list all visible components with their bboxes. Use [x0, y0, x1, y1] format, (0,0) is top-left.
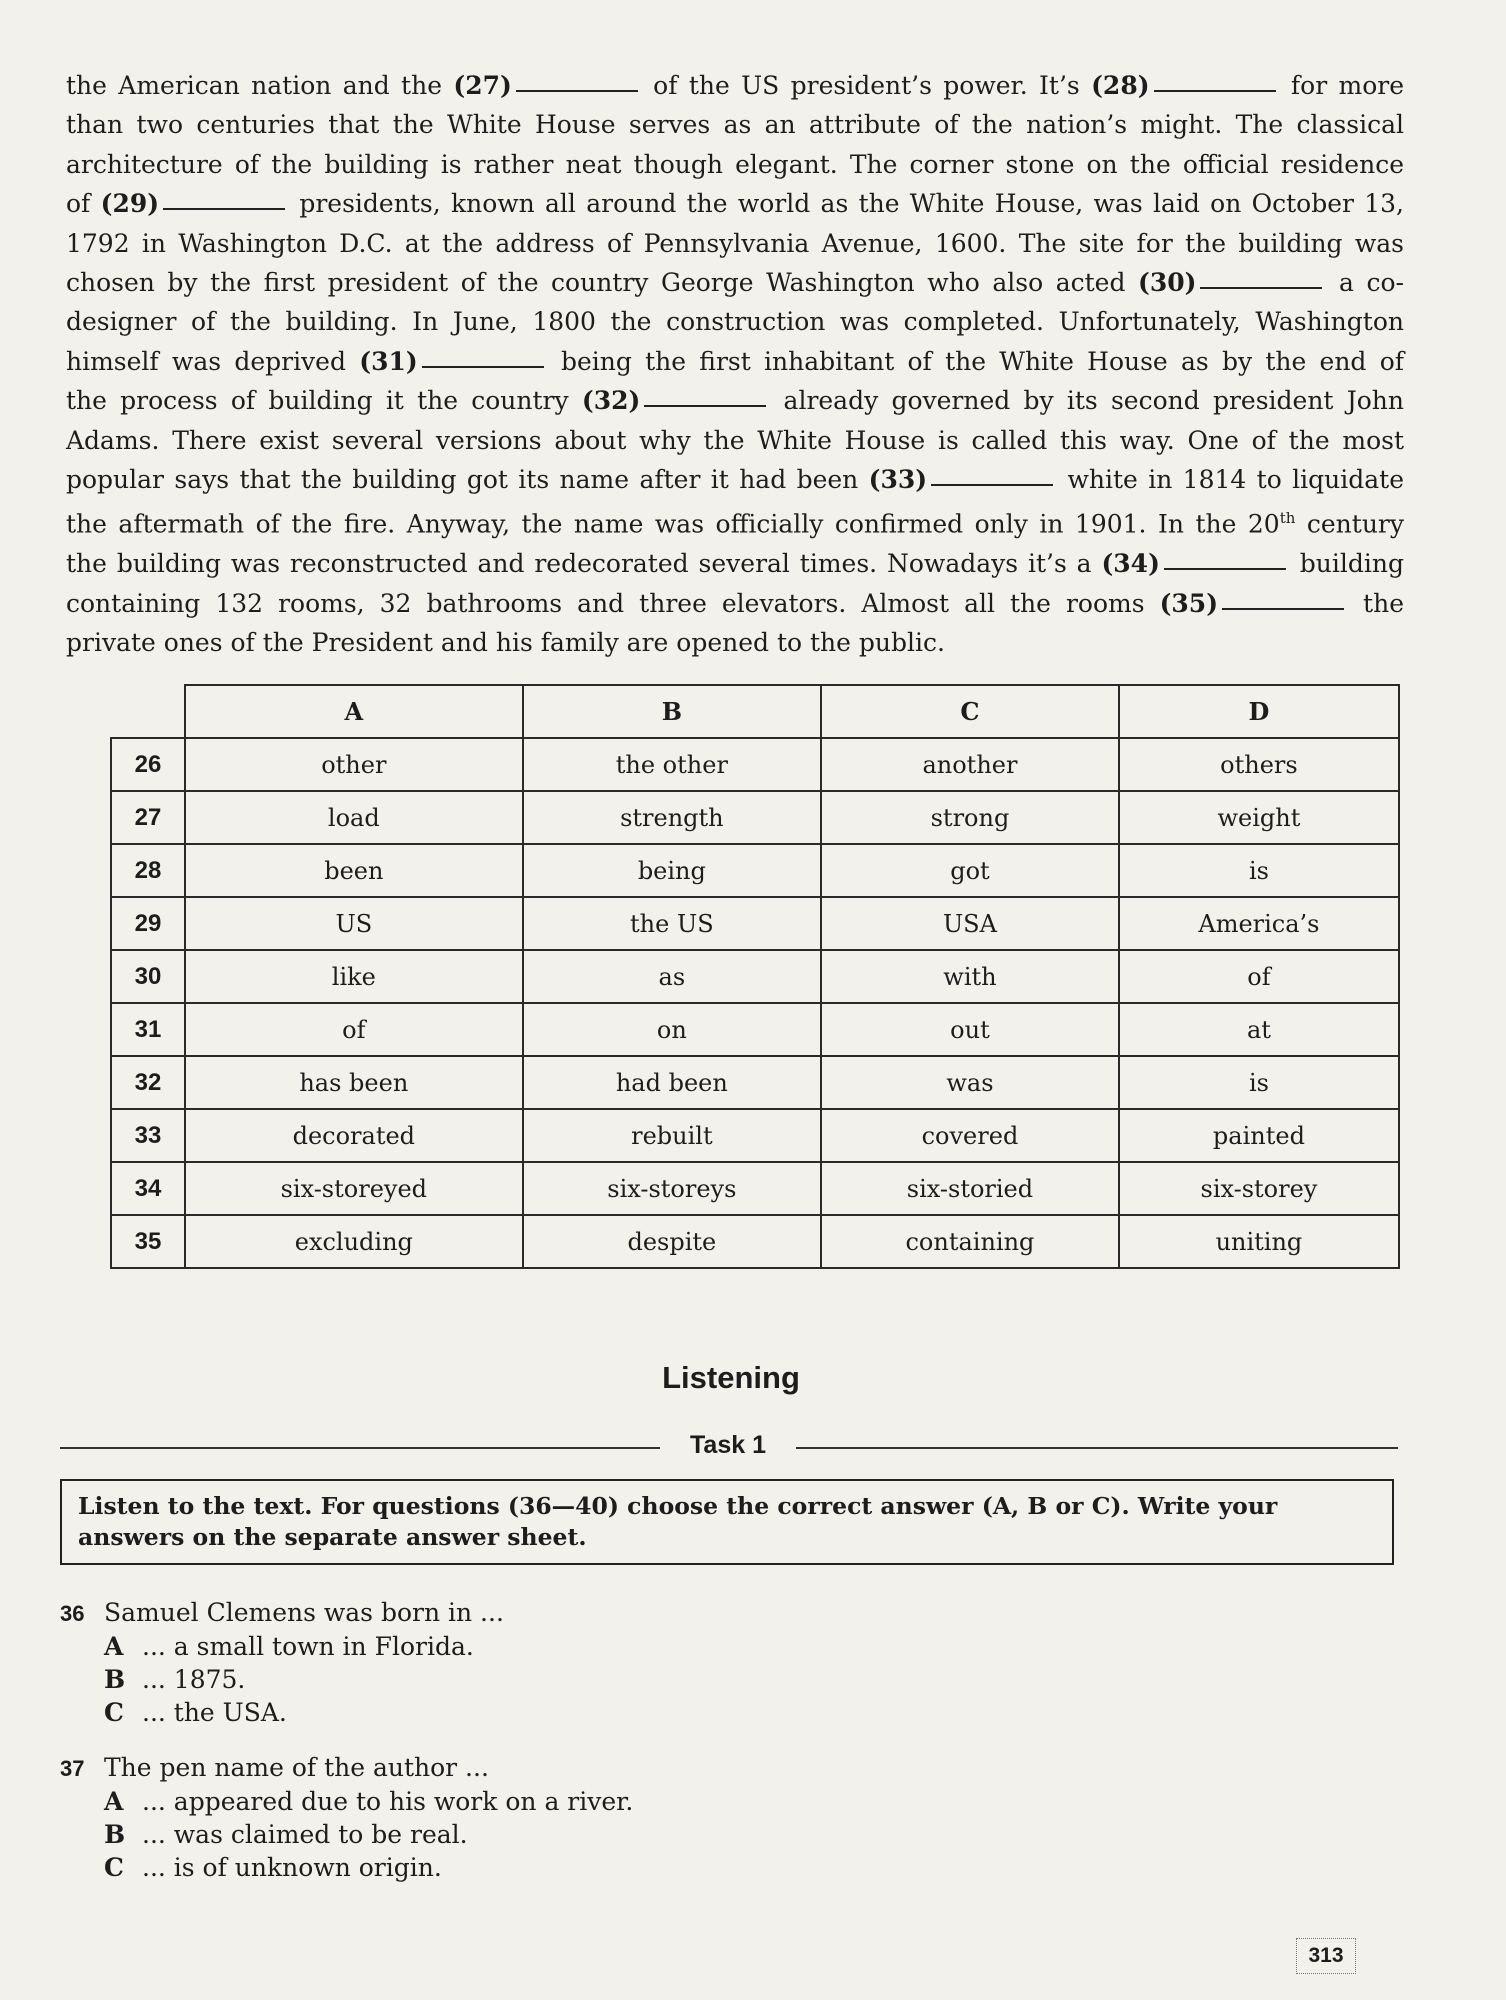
row-number: 27 [111, 791, 185, 844]
question-stem [60, 1596, 504, 1630]
option-cell: out [821, 1003, 1119, 1056]
option-cell: US [185, 897, 523, 950]
table-row [111, 844, 1399, 897]
option-letter: C [104, 1698, 124, 1727]
passage-line: the aftermath of the fire. Anyway, the name was officially confirmed only in 1901. In the 20th century [66, 509, 1404, 539]
option-cell: strong [821, 791, 1119, 844]
column-header-d: D [1119, 685, 1399, 738]
option-cell: being [523, 844, 821, 897]
option-cell: with [821, 950, 1119, 1003]
task-label: Task 1 [690, 1431, 766, 1459]
option-cell: of [1119, 950, 1399, 1003]
gap-number: (34) [1101, 549, 1160, 579]
option-cell: America’s [1119, 897, 1399, 950]
reading-passage [66, 66, 1404, 662]
option-c [60, 1851, 633, 1884]
row-number: 29 [111, 897, 185, 950]
gap-number: (27) [453, 71, 512, 100]
table-header-row [111, 685, 1399, 738]
option-cell: has been [185, 1056, 523, 1109]
row-number: 28 [111, 844, 185, 897]
answer-gap [644, 404, 766, 407]
passage-line: the American nation and the (27) of the US president’s power. It’s (28) for more [66, 71, 1405, 100]
option-b [60, 1818, 633, 1851]
row-number: 30 [111, 950, 185, 1003]
option-a [60, 1630, 504, 1663]
option-cell: uniting [1119, 1215, 1399, 1268]
option-cell: six-storeys [523, 1162, 821, 1215]
option-cell: of [185, 1003, 523, 1056]
option-letter: B [104, 1665, 126, 1694]
question-36 [60, 1596, 504, 1729]
option-cell: six-storied [821, 1162, 1119, 1215]
section-title: Listening [662, 1360, 800, 1395]
gap-number: (29) [100, 189, 160, 219]
row-number: 33 [111, 1109, 185, 1162]
passage-line: the process of building it the country (32) already governed by its second president John [66, 386, 1404, 416]
option-text: ... is of unknown origin. [142, 1853, 442, 1882]
gap-number: (33) [868, 465, 928, 495]
option-cell: six-storeyed [185, 1162, 523, 1215]
passage-line: chosen by the first president of the country George Washington who also acted (30) a co- [66, 268, 1404, 298]
option-letter: C [104, 1853, 124, 1882]
option-text: ... a small town in Florida. [142, 1632, 474, 1661]
table-row [111, 1003, 1399, 1056]
option-cell: the other [523, 738, 821, 791]
passage-line: popular says that the building got its name after it had been (33) white in 1814 to liquidate [66, 465, 1404, 495]
answer-gap [1222, 607, 1344, 610]
passage-line: himself was deprived (31) being the first inhabitant of the White House as by the end of [66, 346, 1404, 376]
answer-options-table [110, 684, 1400, 1269]
question-stem [60, 1751, 633, 1785]
question-text: Samuel Clemens was born in ... [104, 1598, 504, 1627]
option-cell: USA [821, 897, 1119, 950]
question-text: The pen name of the author ... [104, 1753, 489, 1782]
option-cell: containing [821, 1215, 1119, 1268]
gap-number: (28) [1091, 71, 1150, 100]
question-37 [60, 1751, 633, 1884]
row-number: 31 [111, 1003, 185, 1056]
option-cell: at [1119, 1003, 1399, 1056]
gap-number: (35) [1159, 588, 1219, 618]
option-cell: is [1119, 844, 1399, 897]
passage-line: of (29) presidents, known all around the world as the White House, was laid on October 13, [66, 189, 1404, 219]
gap-number: (30) [1138, 268, 1197, 298]
option-text: ... was claimed to be real. [142, 1820, 468, 1849]
option-cell: like [185, 950, 523, 1003]
row-number: 26 [111, 738, 185, 791]
page-number: 313 [1296, 1938, 1356, 1974]
option-a [60, 1785, 633, 1818]
option-cell: strength [523, 791, 821, 844]
passage-line: Adams. There exist several versions about why the White House is called this way. One of the most [66, 425, 1404, 455]
option-cell: covered [821, 1109, 1119, 1162]
option-cell: rebuilt [523, 1109, 821, 1162]
option-cell: the US [523, 897, 821, 950]
option-cell: weight [1119, 791, 1399, 844]
column-header-c: C [821, 685, 1119, 738]
row-number: 32 [111, 1056, 185, 1109]
row-number: 35 [111, 1215, 185, 1268]
option-cell: got [821, 844, 1119, 897]
option-cell: is [1119, 1056, 1399, 1109]
option-letter: A [104, 1787, 124, 1816]
answer-gap [931, 483, 1053, 486]
option-cell: as [523, 950, 821, 1003]
option-cell: six-storey [1119, 1162, 1399, 1215]
column-header-b: B [523, 685, 821, 738]
option-cell: on [523, 1003, 821, 1056]
answer-gap [163, 207, 285, 210]
option-letter: A [104, 1632, 124, 1661]
option-cell: load [185, 791, 523, 844]
option-cell: painted [1119, 1109, 1399, 1162]
passage-line: 1792 in Washington D.C. at the address of Pennsylvania Avenue, 1600. The site for the building was [66, 228, 1404, 258]
task-rule-left [60, 1447, 660, 1449]
option-text: ... 1875. [142, 1665, 246, 1694]
table-row [111, 1215, 1399, 1268]
passage-line: than two centuries that the White House serves as an attribute of the nation’s might. The classical [66, 110, 1404, 140]
table-row [111, 897, 1399, 950]
table-row [111, 738, 1399, 791]
question-number: 37 [60, 1756, 85, 1781]
gap-number: (31) [359, 346, 418, 376]
table-corner-cell [111, 685, 185, 738]
column-header-a: A [185, 685, 523, 738]
answer-gap [1164, 567, 1286, 570]
superscript: th [1279, 509, 1296, 528]
question-number: 36 [60, 1601, 85, 1626]
passage-line: designer of the building. In June, 1800 the construction was completed. Unfortunately, Washington [66, 307, 1404, 337]
option-c [60, 1696, 504, 1729]
option-cell: others [1119, 738, 1399, 791]
option-text: ... appeared due to his work on a river. [142, 1787, 634, 1816]
option-text: ... the USA. [142, 1698, 287, 1727]
option-cell: had been [523, 1056, 821, 1109]
passage-line: architecture of the building is rather neat though elegant. The corner stone on the official residence [66, 149, 1404, 179]
answer-gap [1154, 89, 1276, 92]
gap-number: (32) [581, 386, 641, 416]
option-b [60, 1663, 504, 1696]
task-rule-right [796, 1447, 1398, 1449]
option-cell: been [185, 844, 523, 897]
option-cell: another [821, 738, 1119, 791]
option-cell: despite [523, 1215, 821, 1268]
option-cell: excluding [185, 1215, 523, 1268]
option-cell: was [821, 1056, 1119, 1109]
table-row [111, 950, 1399, 1003]
option-cell: other [185, 738, 523, 791]
option-cell: decorated [185, 1109, 523, 1162]
table-row [111, 791, 1399, 844]
instruction-box: Listen to the text. For questions (36—40) choose the correct answer (A, B or C). Write your answers on the separate answer sheet. [60, 1479, 1394, 1565]
option-letter: B [104, 1820, 126, 1849]
passage-line: private ones of the President and his family are opened to the public. [66, 628, 945, 658]
table-row [111, 1056, 1399, 1109]
answer-gap [1200, 286, 1322, 289]
row-number: 34 [111, 1162, 185, 1215]
table-row [111, 1162, 1399, 1215]
table-row [111, 1109, 1399, 1162]
passage-line: the building was reconstructed and redecorated several times. Nowadays it’s a (34) building [66, 549, 1404, 579]
answer-gap [516, 89, 638, 92]
answer-gap [422, 365, 544, 368]
passage-line: containing 132 rooms, 32 bathrooms and three elevators. Almost all the rooms (35) the [66, 588, 1404, 618]
